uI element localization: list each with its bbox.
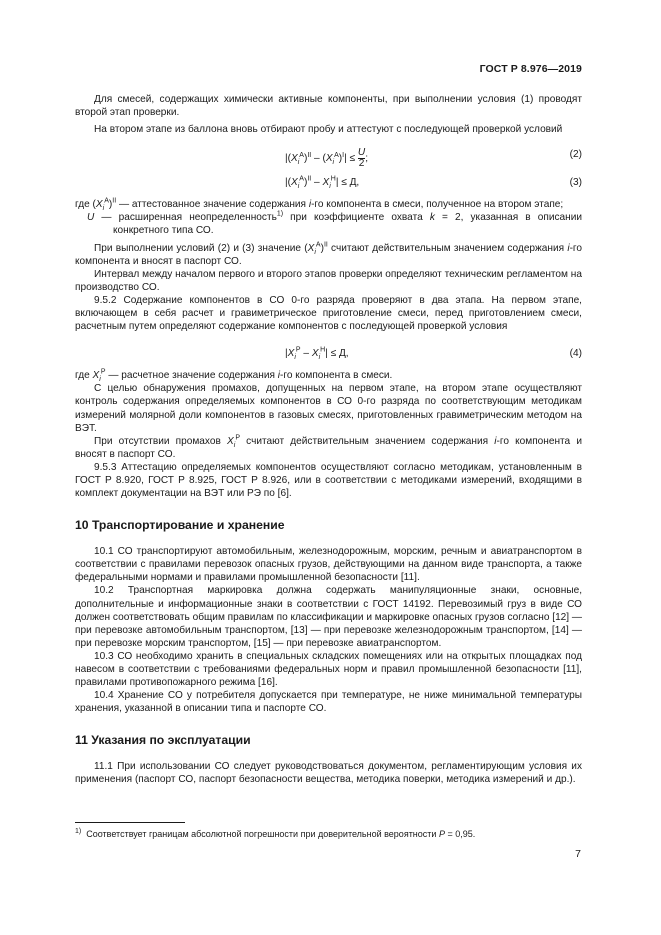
- paragraph-no-misses: При отсутствии промахов $X_i^P$ считают действительным значением содержания i-го компонента и вносят в паспорт СО.: [75, 434, 582, 460]
- formula-3-number: (3): [569, 177, 582, 189]
- paragraph-9-5-3: 9.5.3 Аттестацию определяемых компонентов осуществляют согласно методикам, установленным в ГОСТ Р 8.920, ГОСТ Р 8.925, ГОСТ Р 8.926, или в соответствии с методиками измерений, входящими в комплект документации на ВЭТ или РЭ по [6].: [75, 461, 582, 500]
- formula-4-expression: $|X_i^P - X_i^H| \le Д$,: [285, 346, 349, 362]
- paragraph-10-1: 10.1 СО транспортируют автомобильным, железнодорожным, морским, речным и авиатранспортом в соответствии с правилами перевозок опасных грузов, действующими на данном виде транспорта, а также федеральными нормами и правилами промышленной безопасности [11].: [75, 546, 582, 584]
- footnote: $^{1)}$ Соответствует границам абсолютной погрешности при доверительной вероятности P = 0,95.: [75, 828, 476, 839]
- paragraph-mixtures: Для смесей, содержащих химически активные компоненты, при выполнении условия (1) проводят второй этап проверки.: [75, 94, 582, 119]
- paragraph-interval: Интервал между началом первого и второго этапов проверки определяют техническим регламентом на производство СО.: [75, 268, 582, 293]
- page-number: 7: [575, 848, 581, 860]
- where-calculated-value: где $X_i^P$ — расчетное значение содержания i-го компонента в смеси.: [75, 368, 393, 384]
- formula-3-expression: $|(X_i^A)^{II} - X_i^H| \le Д$,: [285, 175, 360, 191]
- where-uncertainty: U — расширенная неопределенность$^{1)}$ при коэффициенте охвата k = 2, указанная в описании конкретного типа СО.: [87, 211, 582, 237]
- formula-2-number: (2): [569, 149, 582, 161]
- footnote-divider: [75, 822, 185, 823]
- formula-4: [75, 343, 582, 365]
- formula-2-expression: $|(X_i^A)^{II} - (X_i^A)^I|$ ≤ $\frac{U}{2}$ ;: [285, 147, 368, 170]
- page-body: [75, 93, 582, 787]
- formula-4-number: (4): [569, 348, 582, 360]
- section-10-title: 10 Транспортирование и хранение: [75, 518, 285, 533]
- where-certified-value: где $(X_i^A)^{II}$ — аттестованное значение содержания i-го компонента в смеси, полученное на втором этапе;: [75, 197, 564, 213]
- paragraph-10-4: 10.4 Хранение СО у потребителя допускается при температуре, не ниже минимальной температуры хранения, указанной в описании типа и паспорте СО.: [75, 690, 582, 715]
- formula-3: [75, 172, 582, 194]
- paragraph-10-3: 10.3 СО необходимо хранить в специальных складских помещениях или на открытых площадках под навесом в соответствии с требованиями федеральных норм и правил промышленной безопасности [11], правилами противопожарного режима [16].: [75, 650, 582, 689]
- section-11-title: 11 Указания по эксплуатации: [75, 733, 251, 748]
- paragraph-valid-value: При выполнении условий (2) и (3) значение $(X_i^A)^{II}$ считают действительным значением содержания i-го компонента и вносят в паспорт СО.: [75, 241, 582, 267]
- formula-2: [75, 144, 582, 170]
- document-header: ГОСТ Р 8.976—2019: [479, 63, 582, 75]
- paragraph-misses-detection: С целью обнаружения промахов, допущенных на первом этапе, на втором этапе осуществляют контроль содержания определяемых компонентов в СО 0-го разряда по соответствующим методикам измерений молярной доли компонентов в газовых смесях, приготовленных гравиметрическим методом на ВЭТ.: [75, 383, 582, 434]
- paragraph-second-stage: На втором этапе из баллона вновь отбирают пробу и аттестуют с последующей проверкой условий: [94, 124, 563, 136]
- paragraph-11-1: 11.1 При использовании СО следует руководствоваться документом, регламентирующим условия их применения (паспорт СО, паспорт безопасности вещества, методика поверки, методика измерений и др.).: [75, 761, 582, 786]
- paragraph-9-5-2: 9.5.2 Содержание компонентов в СО 0-го разряда проверяют в два этапа. На первом этапе, включающем в себя расчет и гравиметрическое приготовление смеси, перед приготовлением смеси, расчетным путем определяют содержание компонентов с последующей проверкой условия: [75, 294, 582, 333]
- paragraph-10-2: 10.2 Транспортная маркировка должна содержать манипуляционные знаки, основные, дополнительные и информационные знаки в соответствии с ГОСТ 14192. Перевозимый груз в виде СО должен соответствовать общим правилам по классификации и маркировке опасных грузов согласно [12] — при перевозке автомобильным транспортом, [13] — при перевозке железнодорожным транспортом, [14] — при перевозке морским транспортом, [15] — при перевозке авиатранспортом.: [75, 585, 582, 649]
